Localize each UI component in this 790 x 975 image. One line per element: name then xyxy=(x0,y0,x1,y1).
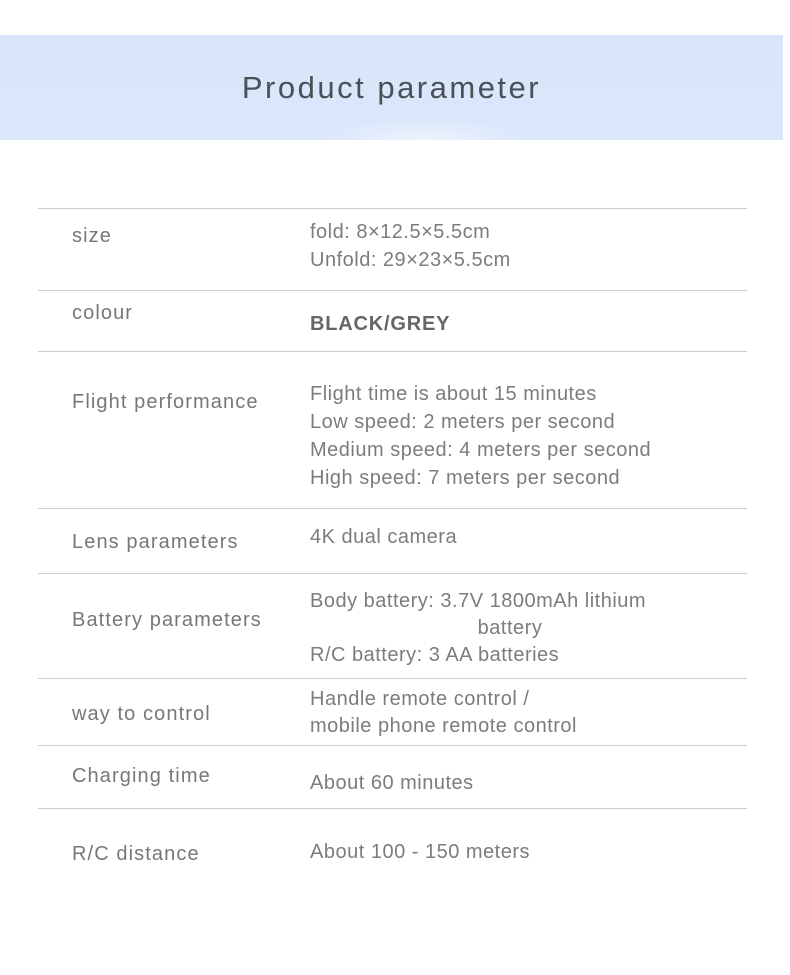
header-band xyxy=(0,35,783,140)
value-line: fold: 8×12.5×5.5cm xyxy=(310,221,491,243)
table-row-charging-time xyxy=(38,745,747,808)
value-line: BLACK/GREY xyxy=(310,313,451,335)
row-value xyxy=(310,509,710,573)
table-row-size xyxy=(38,208,747,290)
table-row-lens-parameters xyxy=(38,508,747,573)
value-line: Unfold: 29×23×5.5cm xyxy=(310,249,511,271)
row-label: Charging time xyxy=(72,765,211,787)
row-value xyxy=(310,352,710,508)
table-row-flight-performance xyxy=(38,351,747,508)
row-value xyxy=(310,679,710,745)
value-line: High speed: 7 meters per second xyxy=(310,467,621,489)
value-line: 4K dual camera xyxy=(310,526,458,548)
value-line: battery xyxy=(477,617,543,639)
table-row-way-to-control xyxy=(38,678,747,745)
value-line: Medium speed: 4 meters per second xyxy=(310,439,652,461)
value-line: R/C battery: 3 AA batteries xyxy=(310,644,560,666)
value-line: Handle remote control / xyxy=(310,688,530,710)
table-row-battery-parameters xyxy=(38,573,747,678)
row-value xyxy=(310,291,710,351)
value-line: About 100 - 150 meters xyxy=(310,841,531,863)
row-value xyxy=(310,809,710,928)
value-line: Low speed: 2 meters per second xyxy=(310,411,616,433)
page-title: Product parameter xyxy=(241,69,542,105)
row-label: way to control xyxy=(72,703,211,725)
row-label: Flight performance xyxy=(72,391,259,413)
row-label: Lens parameters xyxy=(72,531,239,553)
row-value xyxy=(310,746,710,808)
value-line: About 60 minutes xyxy=(310,772,474,794)
row-label: Battery parameters xyxy=(72,609,262,631)
row-label: colour xyxy=(72,302,134,324)
value-line: Flight time is about 15 minutes xyxy=(310,383,597,405)
row-label: size xyxy=(72,225,112,247)
value-line: mobile phone remote control xyxy=(310,715,577,737)
row-value xyxy=(310,574,710,678)
row-value xyxy=(310,209,710,290)
parameter-table xyxy=(38,208,747,928)
table-row-rc-distance xyxy=(38,808,747,928)
row-label: R/C distance xyxy=(72,843,200,865)
value-line: Body battery: 3.7V 1800mAh lithium xyxy=(310,590,647,612)
table-row-colour xyxy=(38,290,747,351)
